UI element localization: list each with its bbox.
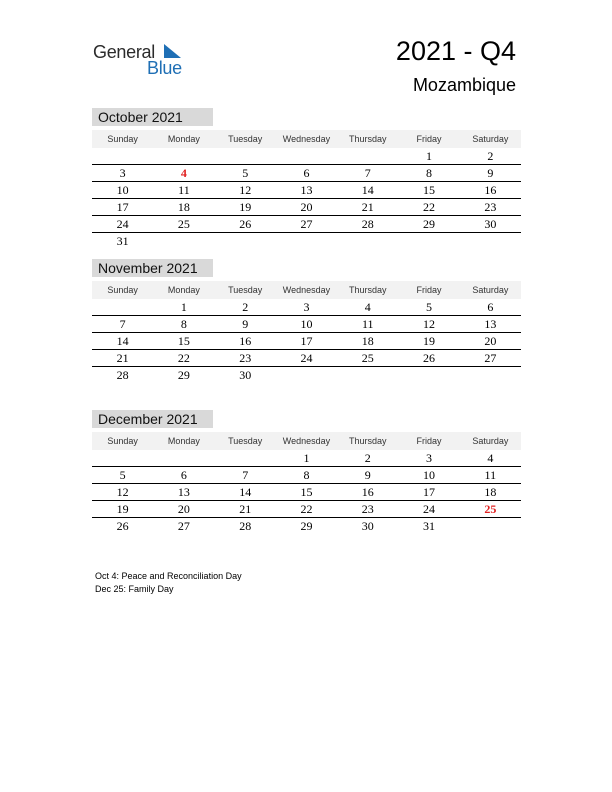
day-cell: 26 <box>423 351 436 365</box>
month-title: October 2021 <box>92 108 213 126</box>
day-cell: 22 <box>423 200 436 214</box>
day-cell: 7 <box>364 166 371 180</box>
day-cell: 17 <box>423 485 436 499</box>
day-cell: 30 <box>361 519 374 533</box>
holiday-note: Oct 4: Peace and Reconciliation Day <box>95 571 242 581</box>
week-row <box>92 299 521 316</box>
weekday-label: Friday <box>416 285 442 295</box>
day-cell: 17 <box>116 200 129 214</box>
day-cell: 28 <box>239 519 252 533</box>
day-cell: 23 <box>239 351 252 365</box>
day-cell <box>337 367 398 383</box>
weekday-label: Monday <box>167 436 200 446</box>
day-cell: 26 <box>239 217 252 231</box>
day-cell: 29 <box>300 519 313 533</box>
day-cell: 11 <box>361 317 374 331</box>
day-cell: 14 <box>361 183 374 197</box>
week-row <box>92 233 521 249</box>
day-cell: 3 <box>119 166 126 180</box>
day-cell: 4 <box>364 300 371 314</box>
day-cell <box>276 367 337 383</box>
day-cell: 14 <box>116 334 129 348</box>
weekday-label: Thursday <box>349 436 387 446</box>
day-cell: 6 <box>180 468 187 482</box>
week-row <box>92 367 521 383</box>
month-title: November 2021 <box>92 259 213 277</box>
day-cell: 6 <box>303 166 310 180</box>
day-cell: 23 <box>361 502 374 516</box>
day-cell: 19 <box>423 334 436 348</box>
weekday-label: Saturday <box>472 134 509 144</box>
logo-general-text: General <box>93 42 155 62</box>
week-row <box>92 182 521 199</box>
day-cell: 12 <box>116 485 129 499</box>
day-cell: 22 <box>177 351 190 365</box>
weekday-label: Wednesday <box>282 436 331 446</box>
day-cell <box>215 148 276 164</box>
weekday-label: Tuesday <box>228 285 263 295</box>
day-cell: 24 <box>116 217 129 231</box>
weekday-label: Sunday <box>107 285 138 295</box>
day-cell: 11 <box>484 468 497 482</box>
day-cell: 18 <box>361 334 374 348</box>
day-cell: 20 <box>300 200 313 214</box>
day-cell: 16 <box>239 334 252 348</box>
weeks-container <box>92 299 521 383</box>
day-cell: 2 <box>242 300 249 314</box>
day-cell: 31 <box>116 234 129 248</box>
day-cell <box>92 450 153 466</box>
day-cell: 23 <box>484 200 497 214</box>
day-cell: 21 <box>361 200 374 214</box>
month-title: December 2021 <box>92 410 213 428</box>
week-row <box>92 450 521 467</box>
day-cell <box>460 367 521 383</box>
day-cell: 21 <box>239 502 252 516</box>
country-name: Mozambique <box>412 75 516 95</box>
week-row <box>92 501 521 518</box>
day-cell <box>337 233 398 249</box>
day-cell <box>153 233 214 249</box>
weekday-label: Saturday <box>472 436 509 446</box>
page-title: 2021 - Q4 <box>395 36 516 66</box>
day-cell: 18 <box>177 200 190 214</box>
weekday-label: Tuesday <box>228 134 263 144</box>
week-row <box>92 484 521 501</box>
day-cell <box>337 148 398 164</box>
day-cell: 1 <box>426 149 433 163</box>
week-row <box>92 518 521 534</box>
day-cell <box>153 450 214 466</box>
day-cell: 12 <box>239 183 252 197</box>
weekday-label: Tuesday <box>228 436 263 446</box>
weekday-label: Sunday <box>107 436 138 446</box>
week-row <box>92 350 521 367</box>
day-cell: 27 <box>300 217 313 231</box>
weeks-container <box>92 450 521 534</box>
day-cell: 30 <box>484 217 497 231</box>
day-cell: 27 <box>484 351 497 365</box>
day-cell <box>398 367 459 383</box>
day-cell: 16 <box>361 485 374 499</box>
week-row <box>92 333 521 350</box>
day-cell <box>276 233 337 249</box>
weekday-label: Wednesday <box>282 134 331 144</box>
day-cell: 9 <box>364 468 371 482</box>
day-cell <box>215 233 276 249</box>
day-cell: 29 <box>423 217 436 231</box>
weekday-label: Friday <box>416 436 442 446</box>
day-cell: 31 <box>423 519 436 533</box>
holiday-notes <box>95 570 242 596</box>
weekday-header-row <box>92 432 521 450</box>
day-cell: 16 <box>484 183 497 197</box>
day-cell: 1 <box>180 300 187 314</box>
day-cell <box>460 518 521 534</box>
month-december <box>92 410 521 534</box>
day-cell: 28 <box>116 368 129 382</box>
day-cell: 25 <box>361 351 374 365</box>
day-cell: 25 <box>177 217 190 231</box>
week-row <box>92 316 521 333</box>
day-cell: 15 <box>177 334 190 348</box>
week-row <box>92 216 521 233</box>
day-cell: 28 <box>361 217 374 231</box>
day-cell: 18 <box>484 485 497 499</box>
day-cell: 29 <box>177 368 190 382</box>
week-row <box>92 467 521 484</box>
day-cell: 13 <box>484 317 497 331</box>
brand-logo <box>93 40 193 80</box>
week-row <box>92 148 521 165</box>
day-cell: 7 <box>119 317 126 331</box>
day-cell: 2 <box>487 149 494 163</box>
weekday-label: Friday <box>416 134 442 144</box>
weekday-label: Sunday <box>107 134 138 144</box>
weekday-label: Saturday <box>472 285 509 295</box>
weekday-label: Monday <box>167 285 200 295</box>
day-cell <box>153 148 214 164</box>
day-cell: 15 <box>300 485 313 499</box>
day-cell: 24 <box>423 502 436 516</box>
day-cell <box>92 299 153 315</box>
day-cell: 15 <box>423 183 436 197</box>
day-cell: 11 <box>178 183 190 197</box>
day-cell: 4 <box>487 451 494 465</box>
week-row <box>92 165 521 182</box>
weekday-label: Monday <box>167 134 200 144</box>
month-october <box>92 108 521 249</box>
day-cell: 13 <box>177 485 190 499</box>
weekday-header-row <box>92 281 521 299</box>
day-cell <box>276 148 337 164</box>
day-cell <box>460 233 521 249</box>
day-cell: 9 <box>242 317 249 331</box>
day-cell: 26 <box>116 519 129 533</box>
day-cell: 8 <box>303 468 310 482</box>
day-cell: 4 <box>180 166 187 180</box>
day-cell: 19 <box>116 502 129 516</box>
day-cell: 22 <box>300 502 313 516</box>
weekday-label: Thursday <box>349 285 387 295</box>
day-cell: 13 <box>300 183 313 197</box>
day-cell: 17 <box>300 334 313 348</box>
weekday-header-row <box>92 130 521 148</box>
day-cell: 2 <box>364 451 371 465</box>
day-cell: 5 <box>242 166 249 180</box>
day-cell: 20 <box>177 502 190 516</box>
day-cell <box>215 450 276 466</box>
day-cell: 6 <box>487 300 494 314</box>
day-cell: 30 <box>239 368 252 382</box>
day-cell: 20 <box>484 334 497 348</box>
day-cell: 14 <box>239 485 252 499</box>
day-cell: 10 <box>423 468 436 482</box>
day-cell: 10 <box>116 183 129 197</box>
day-cell: 8 <box>180 317 187 331</box>
day-cell <box>398 233 459 249</box>
day-cell: 8 <box>426 166 433 180</box>
weeks-container <box>92 148 521 249</box>
logo-triangle-icon <box>162 43 182 59</box>
day-cell: 21 <box>116 351 129 365</box>
day-cell: 5 <box>426 300 433 314</box>
holiday-note: Dec 25: Family Day <box>95 584 174 594</box>
day-cell <box>92 148 153 164</box>
day-cell: 27 <box>177 519 190 533</box>
day-cell: 12 <box>423 317 436 331</box>
day-cell: 5 <box>119 468 126 482</box>
weekday-label: Wednesday <box>282 285 331 295</box>
day-cell: 3 <box>426 451 433 465</box>
logo-blue-text: Blue <box>147 58 182 78</box>
day-cell: 9 <box>487 166 494 180</box>
weekday-label: Thursday <box>349 134 387 144</box>
day-cell: 10 <box>300 317 313 331</box>
day-cell: 19 <box>239 200 252 214</box>
week-row <box>92 199 521 216</box>
day-cell: 1 <box>303 451 310 465</box>
day-cell: 25 <box>484 502 497 516</box>
month-november <box>92 259 521 383</box>
day-cell: 7 <box>242 468 249 482</box>
day-cell: 3 <box>303 300 310 314</box>
day-cell: 24 <box>300 351 313 365</box>
